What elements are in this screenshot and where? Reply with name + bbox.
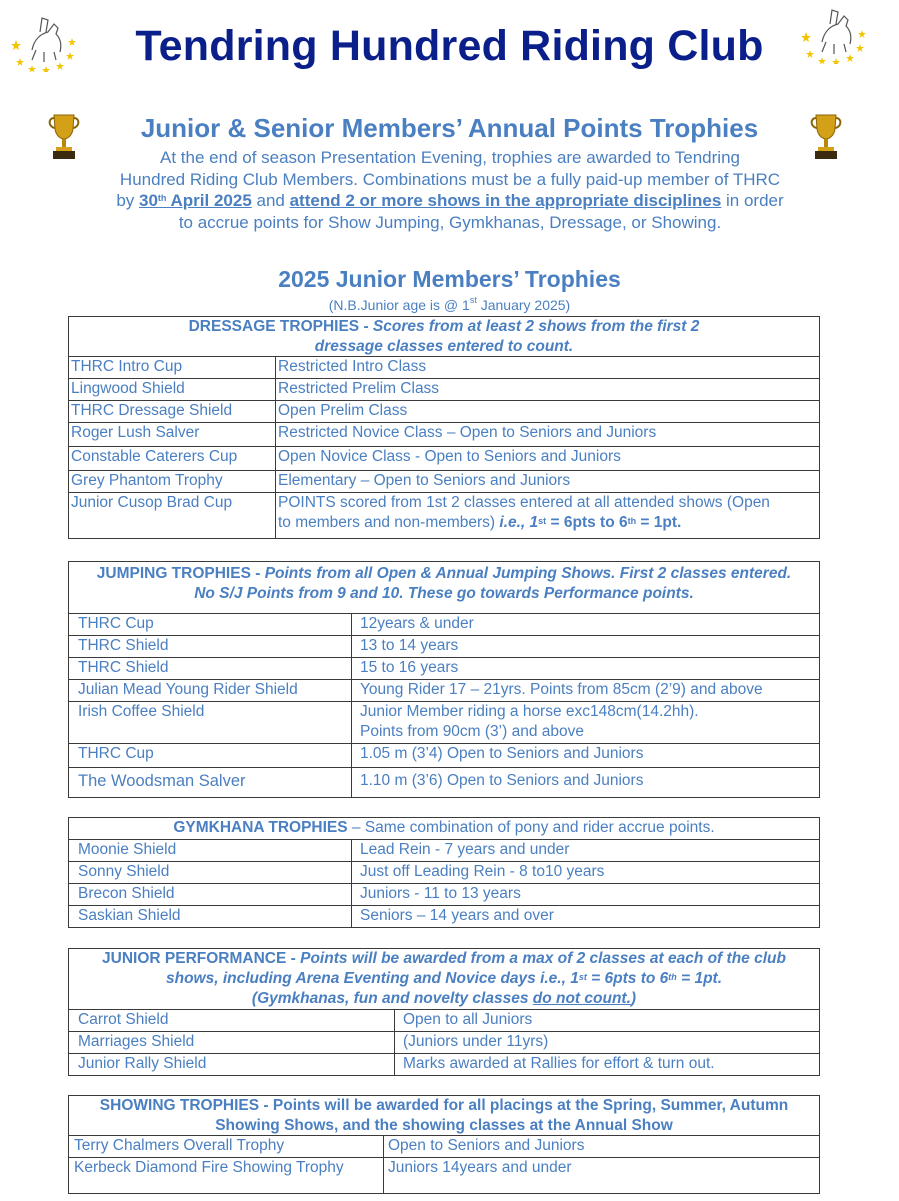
dressage-heading: DRESSAGE TROPHIES - Scores from at least 2 shows from the first 2 dressage classes entered to count. [69,317,820,357]
table-row: Terry Chalmers Overall Trophy Open to Seniors and Juniors [69,1136,820,1158]
table-row: Marriages Shield (Juniors under 11yrs) [69,1032,820,1054]
table-row: Junior Cusop Brad Cup POINTS scored from 1st 2 classes entered at all attended shows (Open to members and non-members) i.e., 1st = 6pts to 6th = 1pt. [69,493,820,539]
table-row: Kerbeck Diamond Fire Showing Trophy Juniors 14years and under [69,1158,820,1194]
junior-section-title: 2025 Junior Members’ Trophies [278,266,621,292]
table-row: Sonny Shield Just off Leading Rein - 8 to10 years [69,862,820,884]
table-row: Brecon Shield Juniors - 11 to 13 years [69,884,820,906]
table-row: THRC Intro Cup Restricted Intro Class [69,357,820,379]
page-title: Tendring Hundred Riding Club [135,22,764,70]
table-row: THRC Dressage Shield Open Prelim Class [69,401,820,423]
intro-line-2: Hundred Riding Club Members. Combinations must be a fully paid-up member of THRC [119,169,781,189]
trophies-subtitle: Junior & Senior Members’ Annual Points Trophies [140,113,759,143]
table-row: Saskian Shield Seniors – 14 years and over [69,906,820,928]
intro-line-3: by 30th April 2025 and attend 2 or more shows in the appropriate disciplines in order [116,191,784,210]
table-row: The Woodsman Salver 1.10 m (3’6) Open to Seniors and Juniors [69,768,820,798]
table-row: Julian Mead Young Rider Shield Young Rider 17 – 21yrs. Points from 85cm (2’9) and above [69,680,820,702]
table-row: Constable Caterers Cup Open Novice Class - Open to Seniors and Juniors [69,447,820,471]
intro-line-4: to accrue points for Show Jumping, Gymkhanas, Dressage, or Showing. [178,212,722,232]
table-row: Irish Coffee Shield Junior Member riding a horse exc148cm(14.2hh). Points from 90cm (3’) and above [69,702,820,744]
gymkhana-table [68,817,820,928]
showing-heading: SHOWING TROPHIES - Points will be awarded for all placings at the Spring, Summer, Autumn Showing Shows, and the showing classes at the Annual Show [69,1096,820,1136]
gymkhana-heading: GYMKHANA TROPHIES – Same combination of pony and rider accrue points. [69,818,820,840]
table-row: Lingwood Shield Restricted Prelim Class [69,379,820,401]
jumping-table [68,561,820,798]
showing-table [68,1095,820,1194]
junior-age-note: (N.B.Junior age is @ 1st January 2025) [328,295,571,313]
intro-line-1: At the end of season Presentation Evening, trophies are awarded to Tendring [160,148,740,167]
jumping-heading: JUMPING TROPHIES - Points from all Open & Annual Jumping Shows. First 2 classes entered. No S/J Points from 9 and 10. These go towards Performance points. [69,562,820,614]
table-row: THRC Shield 13 to 14 years [69,636,820,658]
performance-table [68,948,820,1076]
intro-paragraph [80,147,820,233]
table-row: Grey Phantom Trophy Elementary – Open to Seniors and Juniors [69,471,820,493]
table-row: THRC Cup 1.05 m (3’4) Open to Seniors and Juniors [69,744,820,768]
table-row: THRC Cup 12years & under [69,614,820,636]
dressage-table [68,316,820,539]
table-row: Carrot Shield Open to all Juniors [69,1010,820,1032]
table-row: Roger Lush Salver Restricted Novice Class – Open to Seniors and Juniors [69,423,820,447]
table-row: THRC Shield 15 to 16 years [69,658,820,680]
table-row: Moonie Shield Lead Rein - 7 years and under [69,840,820,862]
performance-heading: JUNIOR PERFORMANCE - Points will be awarded from a max of 2 classes at each of the club shows, including Arena Eventing and Novice days i.e., 1st = 6pts to 6th = 1pt. (Gymkhanas, fun and novelty classes do not count.) [69,949,820,1010]
table-row: Junior Rally Shield Marks awarded at Rallies for effort & turn out. [69,1054,820,1076]
